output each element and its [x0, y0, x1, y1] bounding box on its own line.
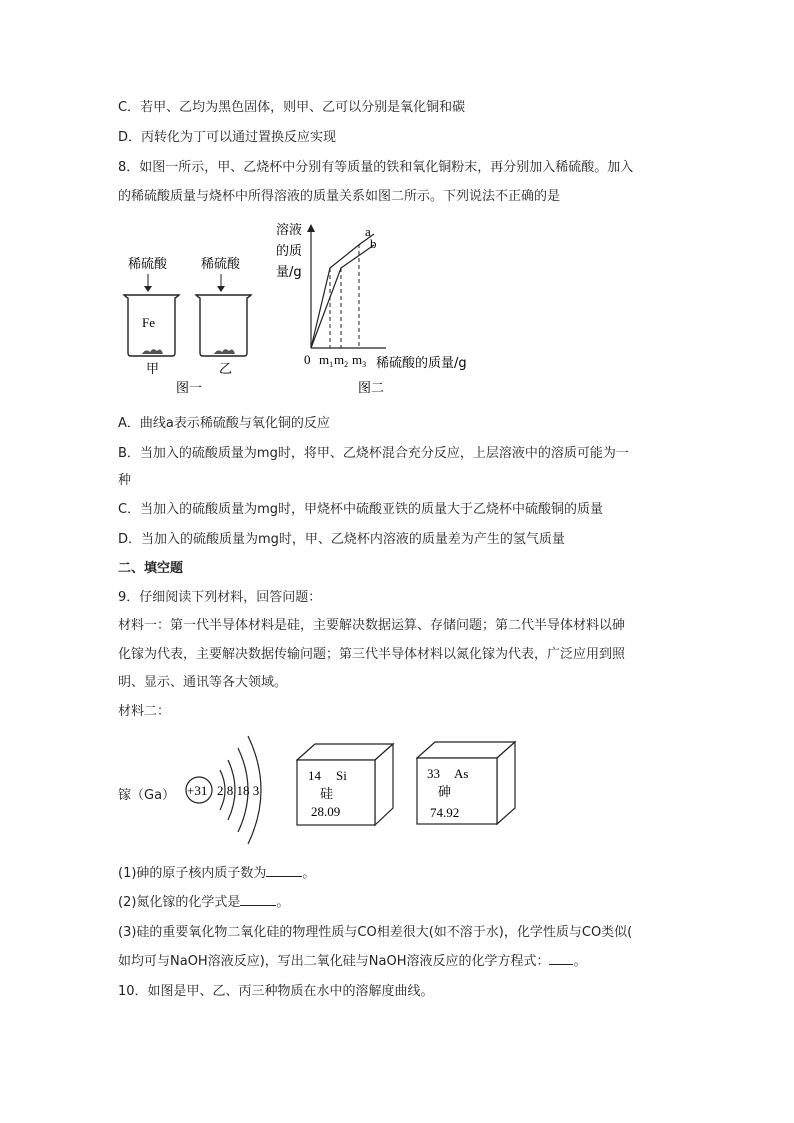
q8-option-a: A．曲线a表示稀硫酸与氧化铜的反应: [118, 416, 330, 431]
beaker-left-name: 甲: [146, 362, 160, 377]
acid-label-right: 稀硫酸: [201, 257, 241, 272]
electron-shells: 2 8 18 3: [217, 783, 260, 798]
as-number: 33: [427, 766, 440, 781]
figure-2-graph: [268, 220, 488, 400]
q9-sub1: (1)砷的原子核内质子数为 。: [118, 866, 316, 881]
answer-blank-2[interactable]: [240, 893, 276, 906]
xlabel: 稀硫酸的质量/g: [376, 356, 467, 371]
beaker-left-content: Fe: [142, 315, 155, 330]
si-mass: 28.09: [311, 804, 341, 819]
si-element-cube: [296, 742, 396, 828]
q9-material1-line3: 明、显示、通讯等各大领域。: [118, 675, 288, 690]
as-element-cube: [416, 740, 518, 826]
q9-material2: 材料二：: [118, 704, 171, 719]
arrow-down-icon: [217, 274, 225, 292]
q9-stem: 9．仔细阅读下列材料，回答问题：: [118, 590, 322, 605]
tick-m3: $m_3$: [352, 352, 367, 369]
section-2-title: 二、填空题: [118, 561, 184, 576]
q8-option-c: C．当加入的硫酸质量为mg时，甲烧杯中硫酸亚铁的质量大于乙烧杯中硫酸铜的质量: [118, 502, 603, 517]
curve-b-label: b: [370, 236, 377, 251]
q9-sub2: (2)氮化镓的化学式是 。: [118, 895, 290, 910]
ylabel-line2: 的质: [276, 244, 303, 259]
tick-m2: $m_2$: [334, 352, 349, 369]
figure-1-caption: 图一: [176, 381, 203, 396]
q8-option-d: D．当加入的硫酸质量为mg时，甲、乙烧杯内溶液的质量差为产生的氢气质量: [118, 532, 565, 547]
option-d-prev: D．丙转化为丁可以通过置换反应实现: [118, 130, 337, 145]
q8-option-b-line1: B．当加入的硫酸质量为mg时，将甲、乙烧杯混合充分反应，上层溶液中的溶质可能为一: [118, 446, 629, 461]
option-c-prev: C．若甲、乙均为黑色固体，则甲、乙可以分别是氧化铜和碳: [118, 100, 466, 115]
ylabel-line3: 量/g: [276, 265, 302, 280]
y-axis-arrow-icon: [307, 224, 315, 232]
ga-atom-diagram: [180, 730, 280, 850]
origin-label: 0: [304, 352, 311, 367]
q9-material1-line1: 材料一：第一代半导体材料是硅，主要解决数据运算、存储问题；第二代半导体材料以砷: [118, 618, 626, 633]
nucleus-charge: +31: [187, 783, 208, 798]
si-symbol: Si: [336, 768, 347, 783]
acid-label-left: 稀硫酸: [128, 257, 168, 272]
as-name: 砷: [438, 785, 452, 800]
curve-a-label: a: [365, 224, 371, 239]
beaker-right-name: 乙: [219, 362, 233, 377]
curve-b: [311, 245, 374, 348]
si-name: 硅: [320, 787, 334, 802]
q8-option-b-line2: 种: [118, 473, 132, 488]
q9-sub3-line1: (3)硅的重要氧化物二氧化硅的物理性质与CO相差很大(如不溶于水)，化学性质与CO类似(: [118, 925, 633, 940]
beaker-yi: [196, 295, 251, 356]
answer-blank-3[interactable]: [549, 952, 573, 965]
q10-stem: 10．如图是甲、乙、丙三种物质在水中的溶解度曲线。: [118, 984, 434, 999]
figure-2-caption: 图二: [358, 381, 385, 396]
q8-stem-line2: 的稀硫酸质量与烧杯中所得溶液的质量关系如图二所示。下列说法不正确的是: [118, 189, 561, 204]
answer-blank-1[interactable]: [266, 864, 302, 877]
tick-m1: $m_1$: [319, 352, 334, 369]
q9-material1-line2: 化镓为代表，主要解决数据传输问题；第三代半导体材料以氮化镓为代表，广泛应用到照: [118, 647, 626, 662]
ylabel-line1: 溶液: [276, 223, 303, 238]
arrow-down-icon: [144, 274, 152, 292]
as-symbol: As: [454, 766, 469, 781]
figure-1-beakers: [118, 250, 268, 400]
si-number: 14: [308, 768, 321, 783]
as-mass: 74.92: [430, 805, 460, 820]
ga-label: 镓（Ga）: [118, 788, 176, 803]
q9-sub3-line2: 如均可与NaOH溶液反应)，写出二氧化硅与NaOH溶液反应的化学方程式： 。: [118, 954, 587, 969]
q8-stem-line1: 8．如图一所示，甲、乙烧杯中分别有等质量的铁和氧化铜粉末，再分别加入稀硫酸。加入: [118, 160, 634, 175]
